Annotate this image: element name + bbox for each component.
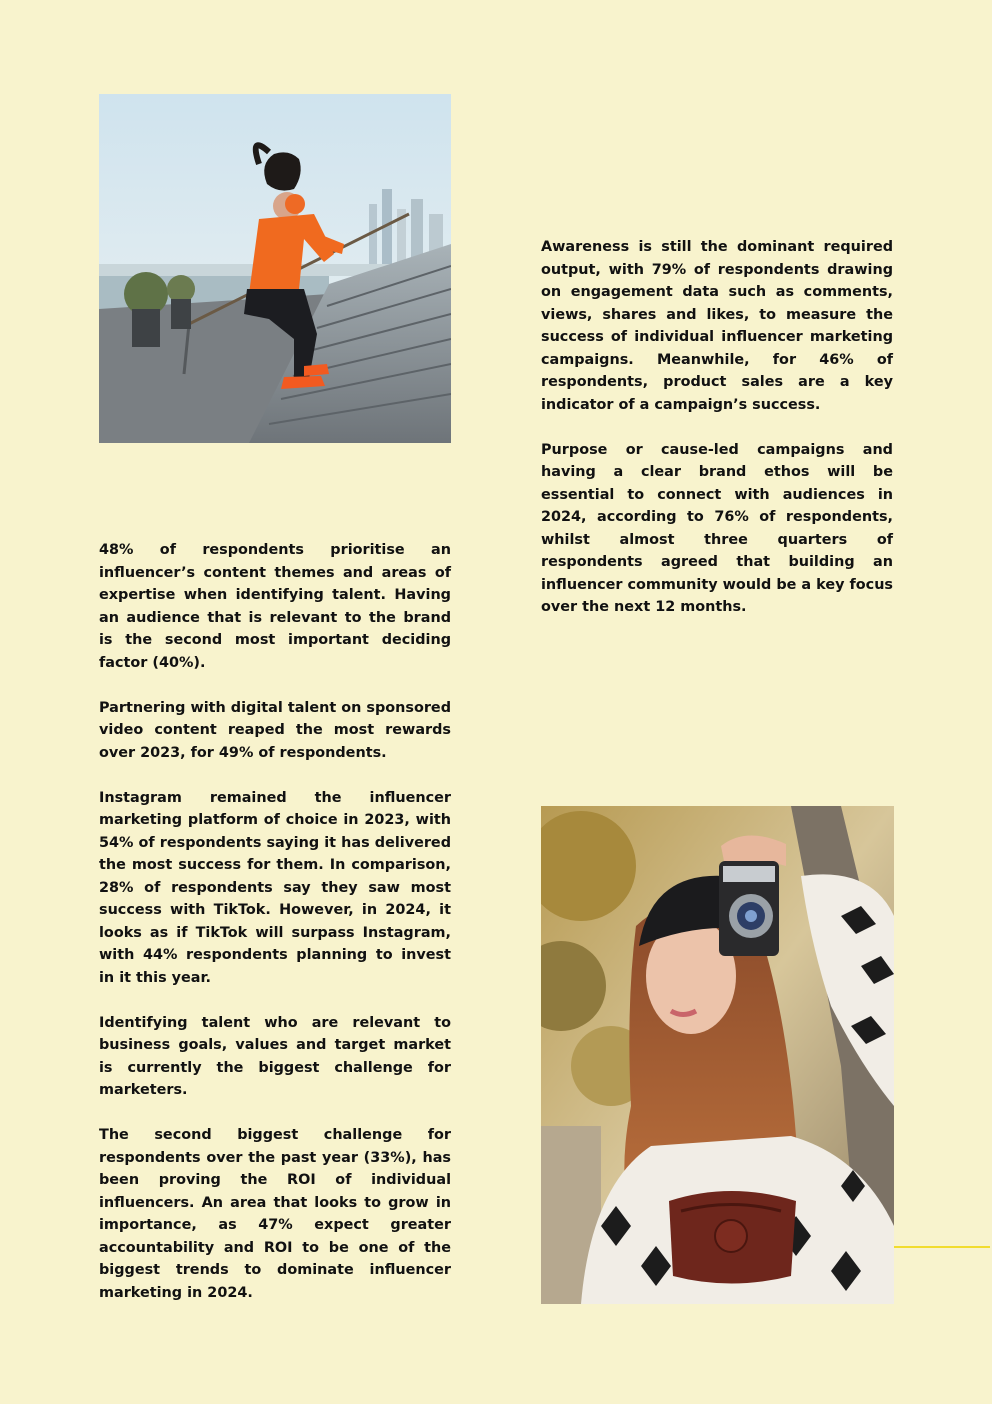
paragraph: Awareness is still the dominant required output, with 79% of respondents drawing on engagement data such as comments, views, shares and likes, to measure the success of individual influencer marketing campaigns. Meanwhile, for 46% of respondents, product sales are a key indicator of a campaign’s success. <box>541 239 893 413</box>
photographer-photo-illustration <box>541 806 894 1304</box>
right-column-text <box>541 236 893 641</box>
paragraph: Purpose or cause-led campaigns and having a clear brand ethos will be essential to connect with audiences in 2024, according to 76% of respondents, whilst almost three quarters of respondents agreed that building an influencer community would be a key focus over the next 12 months. <box>541 441 893 615</box>
left-column-text <box>99 539 451 1327</box>
accent-divider <box>894 1246 990 1248</box>
fitness-photo <box>99 94 451 443</box>
paragraph: Instagram remained the influencer marketing platform of choice in 2023, with 54% of respondents saying it has delivered the most success for them. In comparison, 28% of respondents say they saw most success with TikTok. However, in 2024, it looks as if TikTok will surpass Instagram, with 44% respondents planning to invest in it this year. <box>99 789 451 986</box>
paragraph: Partnering with digital talent on sponsored video content reaped the most rewards over 2023, for 49% of respondents. <box>99 699 451 761</box>
photographer-photo <box>541 806 894 1304</box>
paragraph: Identifying talent who are relevant to business goals, values and target market is currently the biggest challenge for marketers. <box>99 1014 451 1098</box>
fitness-photo-illustration <box>99 94 451 443</box>
paragraph: The second biggest challenge for respondents over the past year (33%), has been proving the ROI of individual influencers. An area that looks to grow in importance, as 47% expect greater accountability and ROI to be one of the biggest trends to dominate influencer marketing in 2024. <box>99 1127 451 1301</box>
paragraph: 48% of respondents prioritise an influencer’s content themes and areas of expertise when identifying talent. Having an audience that is relevant to the brand is the second most important deciding factor (40%). <box>99 542 451 671</box>
